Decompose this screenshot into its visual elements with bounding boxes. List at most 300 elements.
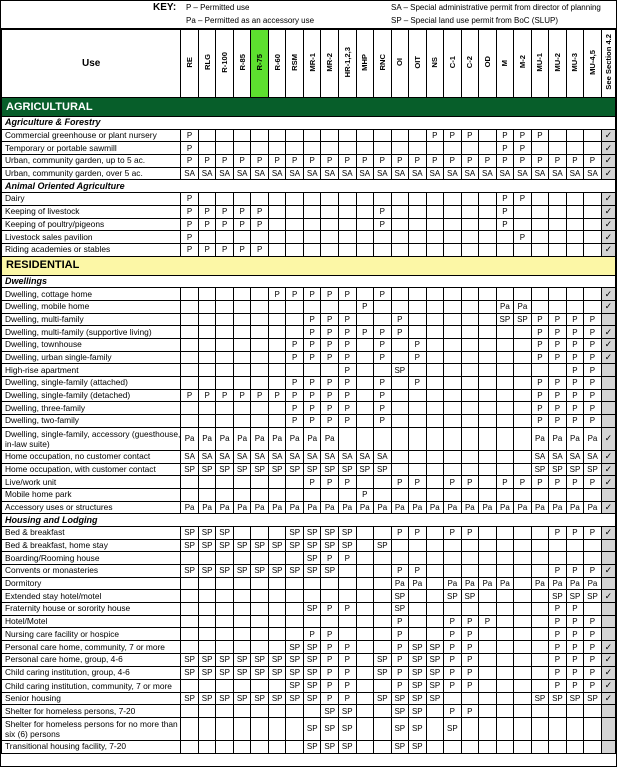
- permit-cell: [391, 218, 409, 231]
- permit-cell: SA: [461, 167, 479, 180]
- permit-cell: Pa: [409, 577, 427, 590]
- permit-cell: [181, 364, 199, 377]
- check-mark-icon: ✓: [604, 692, 613, 703]
- permit-cell: [496, 339, 514, 352]
- section-4-2-cell: [601, 129, 615, 142]
- permit-cell: P: [251, 205, 269, 218]
- section-4-2-cell: [601, 476, 615, 489]
- permit-cell: SP: [374, 692, 392, 705]
- table-row: [2, 666, 616, 679]
- permit-cell: [286, 740, 304, 753]
- permit-cell: Pa: [181, 501, 199, 514]
- permit-cell: SP: [426, 641, 444, 654]
- permit-cell: [286, 218, 304, 231]
- column-header-label: HR-1,2,3: [342, 46, 352, 78]
- permit-cell: Pa: [426, 501, 444, 514]
- permit-cell: [496, 565, 514, 578]
- permit-cell: [496, 603, 514, 616]
- permit-cell: [251, 364, 269, 377]
- permit-cell: [391, 539, 409, 552]
- permit-cell: [356, 129, 374, 142]
- permit-cell: [268, 231, 286, 244]
- permit-cell: [251, 351, 269, 364]
- permit-cell: P: [566, 654, 584, 667]
- permit-cell: [216, 129, 234, 142]
- permit-cell: SP: [251, 692, 269, 705]
- permit-cell: P: [496, 155, 514, 168]
- table-row: [2, 539, 616, 552]
- permit-cell: [268, 552, 286, 565]
- permit-cell: [549, 243, 567, 256]
- permit-cell: SP: [391, 692, 409, 705]
- permit-cell: P: [514, 193, 532, 206]
- table-row: [2, 142, 616, 155]
- permit-cell: SA: [286, 450, 304, 463]
- permit-cell: P: [566, 339, 584, 352]
- permit-cell: SP: [251, 666, 269, 679]
- permit-cell: SP: [286, 463, 304, 476]
- permit-cell: SP: [303, 692, 321, 705]
- permit-cell: [426, 603, 444, 616]
- permit-cell: [198, 326, 216, 339]
- permit-cell: P: [549, 641, 567, 654]
- permit-cell: [216, 641, 234, 654]
- permit-cell: Pa: [444, 501, 462, 514]
- key-item-special-admin: SA – Special administrative permit from director of planning: [391, 3, 601, 12]
- permit-cell: [338, 193, 356, 206]
- permit-cell: [461, 218, 479, 231]
- permit-cell: SP: [409, 654, 427, 667]
- permit-cell: P: [321, 476, 339, 489]
- permit-cell: [444, 205, 462, 218]
- permit-cell: SP: [566, 463, 584, 476]
- permit-cell: P: [584, 326, 602, 339]
- permit-cell: [479, 193, 497, 206]
- permit-cell: Pa: [181, 427, 199, 450]
- permit-cell: [303, 193, 321, 206]
- permit-cell: [514, 415, 532, 428]
- permit-cell: [514, 539, 532, 552]
- permit-cell: Pa: [374, 501, 392, 514]
- permit-cell: [584, 300, 602, 313]
- permit-cell: [409, 539, 427, 552]
- permit-cell: P: [566, 155, 584, 168]
- permit-cell: P: [391, 666, 409, 679]
- permit-cell: [338, 205, 356, 218]
- permit-cell: P: [584, 666, 602, 679]
- permit-cell: [531, 488, 549, 501]
- permit-cell: [321, 129, 339, 142]
- permit-cell: P: [303, 339, 321, 352]
- table-row: [2, 218, 616, 231]
- permit-cell: [374, 129, 392, 142]
- permit-cell: [409, 142, 427, 155]
- permit-cell: [479, 463, 497, 476]
- permit-cell: [374, 679, 392, 692]
- permit-cell: [268, 679, 286, 692]
- permit-cell: P: [444, 155, 462, 168]
- permit-cell: [268, 590, 286, 603]
- permit-cell: [233, 351, 251, 364]
- permit-cell: P: [198, 218, 216, 231]
- permit-cell: [479, 427, 497, 450]
- permit-cell: P: [584, 641, 602, 654]
- permit-cell: [251, 313, 269, 326]
- permit-cell: P: [338, 364, 356, 377]
- permit-cell: SP: [374, 654, 392, 667]
- permit-cell: [549, 552, 567, 565]
- permit-cell: [444, 603, 462, 616]
- permit-cell: [251, 740, 269, 753]
- permit-cell: [251, 288, 269, 301]
- permit-cell: [514, 288, 532, 301]
- permit-cell: [251, 476, 269, 489]
- permit-cell: P: [338, 679, 356, 692]
- use-name-cell: Dwelling, townhouse: [2, 339, 181, 352]
- permit-cell: SP: [251, 539, 269, 552]
- permit-cell: [216, 231, 234, 244]
- permit-cell: [496, 450, 514, 463]
- column-header: [268, 30, 286, 98]
- permit-cell: SA: [566, 450, 584, 463]
- permit-cell: P: [286, 339, 304, 352]
- permit-cell: [216, 590, 234, 603]
- permit-cell: P: [461, 641, 479, 654]
- permit-cell: [321, 590, 339, 603]
- permit-cell: P: [391, 326, 409, 339]
- permit-cell: P: [496, 476, 514, 489]
- permit-cell: [479, 129, 497, 142]
- permit-cell: [233, 326, 251, 339]
- column-header: [444, 30, 462, 98]
- permit-cell: [514, 679, 532, 692]
- permit-cell: [251, 231, 269, 244]
- section-4-2-cell: [601, 654, 615, 667]
- permit-cell: P: [566, 351, 584, 364]
- column-header-label: MU-1: [535, 52, 545, 72]
- permit-cell: P: [566, 313, 584, 326]
- permit-cell: SP: [391, 590, 409, 603]
- permit-cell: [268, 300, 286, 313]
- permit-cell: P: [286, 155, 304, 168]
- column-header-label: MU-4,5: [587, 49, 597, 75]
- permit-cell: P: [444, 679, 462, 692]
- permit-cell: [181, 300, 199, 313]
- permit-cell: [268, 476, 286, 489]
- permit-cell: SA: [496, 167, 514, 180]
- column-header: [514, 30, 532, 98]
- permit-cell: SA: [531, 450, 549, 463]
- permit-cell: P: [531, 377, 549, 390]
- section-4-2-cell: [601, 552, 615, 565]
- permit-cell: [426, 450, 444, 463]
- permit-cell: P: [531, 415, 549, 428]
- permit-cell: [268, 377, 286, 390]
- column-header-label: R-75: [255, 53, 265, 71]
- permit-cell: [514, 717, 532, 740]
- permit-cell: SP: [584, 590, 602, 603]
- permit-cell: SP: [286, 692, 304, 705]
- table-row: [2, 654, 616, 667]
- subcategory-row: [2, 117, 616, 130]
- permit-cell: P: [496, 129, 514, 142]
- permit-cell: [531, 300, 549, 313]
- permit-cell: [461, 692, 479, 705]
- permit-cell: [251, 577, 269, 590]
- section-4-2-cell: [601, 628, 615, 641]
- permit-cell: [479, 552, 497, 565]
- column-header-label: OD: [482, 56, 492, 68]
- permit-cell: [496, 692, 514, 705]
- permit-cell: [531, 142, 549, 155]
- permit-cell: P: [549, 415, 567, 428]
- table-row: [2, 389, 616, 402]
- permit-cell: SP: [303, 666, 321, 679]
- permit-cell: [496, 326, 514, 339]
- permit-cell: [426, 476, 444, 489]
- table-row: [2, 313, 616, 326]
- permit-cell: [426, 740, 444, 753]
- permit-cell: [391, 402, 409, 415]
- permit-cell: [409, 129, 427, 142]
- use-name-cell: Personal care home, group, 4-6: [2, 654, 181, 667]
- permit-cell: P: [338, 326, 356, 339]
- permit-cell: [303, 142, 321, 155]
- use-name-cell: Dwelling, single-family (attached): [2, 377, 181, 390]
- permit-cell: SA: [303, 167, 321, 180]
- permit-cell: [268, 402, 286, 415]
- permit-cell: [461, 740, 479, 753]
- table-row: [2, 450, 616, 463]
- permit-cell: [531, 218, 549, 231]
- permit-cell: [531, 526, 549, 539]
- permit-cell: [549, 218, 567, 231]
- permit-cell: P: [549, 326, 567, 339]
- permit-cell: SP: [286, 679, 304, 692]
- table-row: [2, 377, 616, 390]
- permit-cell: [303, 488, 321, 501]
- permit-cell: [268, 415, 286, 428]
- permit-cell: [479, 603, 497, 616]
- permit-cell: P: [461, 129, 479, 142]
- permit-cell: Pa: [479, 577, 497, 590]
- permit-cell: [181, 326, 199, 339]
- permit-cell: [549, 142, 567, 155]
- permit-cell: [286, 142, 304, 155]
- permit-cell: [514, 389, 532, 402]
- permit-cell: [268, 740, 286, 753]
- permit-cell: [303, 218, 321, 231]
- permit-cell: [356, 377, 374, 390]
- permit-cell: SA: [251, 167, 269, 180]
- permit-cell: P: [549, 351, 567, 364]
- permit-cell: SP: [303, 539, 321, 552]
- check-mark-icon: ✓: [604, 501, 613, 512]
- permit-cell: SP: [198, 539, 216, 552]
- permit-cell: [391, 463, 409, 476]
- permit-cell: [356, 243, 374, 256]
- permit-cell: [181, 313, 199, 326]
- table-row: [2, 501, 616, 514]
- permit-cell: SP: [303, 526, 321, 539]
- table-row: [2, 552, 616, 565]
- permit-cell: Pa: [531, 427, 549, 450]
- permit-cell: [409, 590, 427, 603]
- permit-cell: Pa: [198, 501, 216, 514]
- permit-cell: SP: [338, 526, 356, 539]
- permit-cell: [233, 641, 251, 654]
- permit-cell: [356, 427, 374, 450]
- permit-cell: [181, 351, 199, 364]
- permit-cell: [374, 615, 392, 628]
- use-name-cell: Riding academies or stables: [2, 243, 181, 256]
- permit-cell: [198, 679, 216, 692]
- permit-cell: [409, 463, 427, 476]
- permit-cell: P: [216, 389, 234, 402]
- permit-cell: [181, 552, 199, 565]
- column-header: [356, 30, 374, 98]
- permit-cell: [198, 552, 216, 565]
- permit-cell: P: [409, 565, 427, 578]
- use-name-cell: Transitional housing facility, 7-20: [2, 740, 181, 753]
- permit-cell: [426, 326, 444, 339]
- permit-cell: [549, 717, 567, 740]
- use-name-cell: Nursing care facility or hospice: [2, 628, 181, 641]
- permit-cell: Pa: [251, 427, 269, 450]
- permit-cell: P: [321, 654, 339, 667]
- permit-cell: [268, 129, 286, 142]
- permit-cell: [426, 590, 444, 603]
- permit-cell: P: [321, 552, 339, 565]
- permit-cell: SA: [426, 167, 444, 180]
- permit-cell: [496, 243, 514, 256]
- permit-cell: P: [426, 155, 444, 168]
- permit-cell: [268, 641, 286, 654]
- permit-cell: P: [584, 565, 602, 578]
- permit-cell: P: [549, 615, 567, 628]
- key-title: KEY:: [153, 2, 177, 13]
- permit-cell: [268, 351, 286, 364]
- check-mark-icon: ✓: [604, 301, 613, 312]
- use-name-cell: Livestock sales pavilion: [2, 231, 181, 244]
- permit-cell: [321, 488, 339, 501]
- permit-cell: [216, 351, 234, 364]
- use-name-cell: Home occupation, no customer contact: [2, 450, 181, 463]
- permit-cell: [479, 364, 497, 377]
- permit-cell: [251, 300, 269, 313]
- permit-cell: P: [303, 377, 321, 390]
- permit-cell: [198, 705, 216, 718]
- use-name-cell: Bed & breakfast: [2, 526, 181, 539]
- permit-cell: [303, 705, 321, 718]
- permit-cell: SA: [409, 167, 427, 180]
- permit-cell: [584, 705, 602, 718]
- header-row: [2, 30, 616, 98]
- permit-cell: P: [584, 377, 602, 390]
- section-4-2-cell: [601, 339, 615, 352]
- check-mark-icon: ✓: [604, 641, 613, 652]
- use-table: [1, 29, 616, 754]
- permit-cell: P: [303, 326, 321, 339]
- permit-cell: [549, 288, 567, 301]
- permit-cell: [338, 231, 356, 244]
- permit-cell: [286, 231, 304, 244]
- permit-cell: SP: [251, 463, 269, 476]
- permit-cell: [531, 243, 549, 256]
- permit-cell: [461, 243, 479, 256]
- permit-cell: [198, 300, 216, 313]
- permit-cell: [216, 628, 234, 641]
- permit-cell: P: [338, 402, 356, 415]
- section-4-2-cell: [601, 526, 615, 539]
- permit-cell: [444, 313, 462, 326]
- permit-cell: [303, 243, 321, 256]
- permit-cell: SP: [409, 666, 427, 679]
- permit-cell: [268, 193, 286, 206]
- permit-cell: [479, 339, 497, 352]
- column-header-label: See Section 4.2: [603, 34, 613, 90]
- permit-cell: [391, 231, 409, 244]
- permit-cell: SP: [426, 692, 444, 705]
- permit-cell: SP: [198, 692, 216, 705]
- column-header: [461, 30, 479, 98]
- permit-cell: [531, 705, 549, 718]
- permit-cell: P: [321, 288, 339, 301]
- permit-cell: [514, 243, 532, 256]
- permit-cell: [181, 577, 199, 590]
- use-name-cell: Urban, community garden, over 5 ac.: [2, 167, 181, 180]
- permit-cell: [286, 243, 304, 256]
- permit-cell: [216, 476, 234, 489]
- permit-cell: [531, 641, 549, 654]
- section-4-2-cell: [601, 167, 615, 180]
- permit-cell: [584, 552, 602, 565]
- permit-cell: [391, 450, 409, 463]
- permit-cell: [374, 526, 392, 539]
- table-row: [2, 463, 616, 476]
- permit-cell: [514, 450, 532, 463]
- permit-cell: [461, 402, 479, 415]
- table-row: [2, 415, 616, 428]
- permit-cell: [198, 603, 216, 616]
- permit-cell: [514, 339, 532, 352]
- permit-cell: [549, 300, 567, 313]
- permit-cell: SP: [268, 565, 286, 578]
- permit-cell: [268, 615, 286, 628]
- section-4-2-cell: [601, 402, 615, 415]
- permit-cell: [303, 129, 321, 142]
- permit-cell: [233, 402, 251, 415]
- permit-cell: [268, 526, 286, 539]
- permit-cell: P: [461, 666, 479, 679]
- use-name-cell: Home occupation, with customer contact: [2, 463, 181, 476]
- table-row: [2, 193, 616, 206]
- permit-cell: SA: [303, 450, 321, 463]
- permit-cell: SP: [233, 463, 251, 476]
- permit-cell: [374, 488, 392, 501]
- permit-cell: [391, 288, 409, 301]
- permit-cell: [514, 577, 532, 590]
- permit-cell: SP: [268, 539, 286, 552]
- subcategory-title: Housing and Lodging: [2, 514, 616, 527]
- permit-cell: P: [303, 155, 321, 168]
- permit-cell: P: [216, 218, 234, 231]
- use-name-cell: Dwelling, multi-family (supportive living): [2, 326, 181, 339]
- permit-cell: SP: [303, 603, 321, 616]
- permit-cell: [444, 300, 462, 313]
- permit-cell: P: [444, 628, 462, 641]
- check-mark-icon: ✓: [604, 463, 613, 474]
